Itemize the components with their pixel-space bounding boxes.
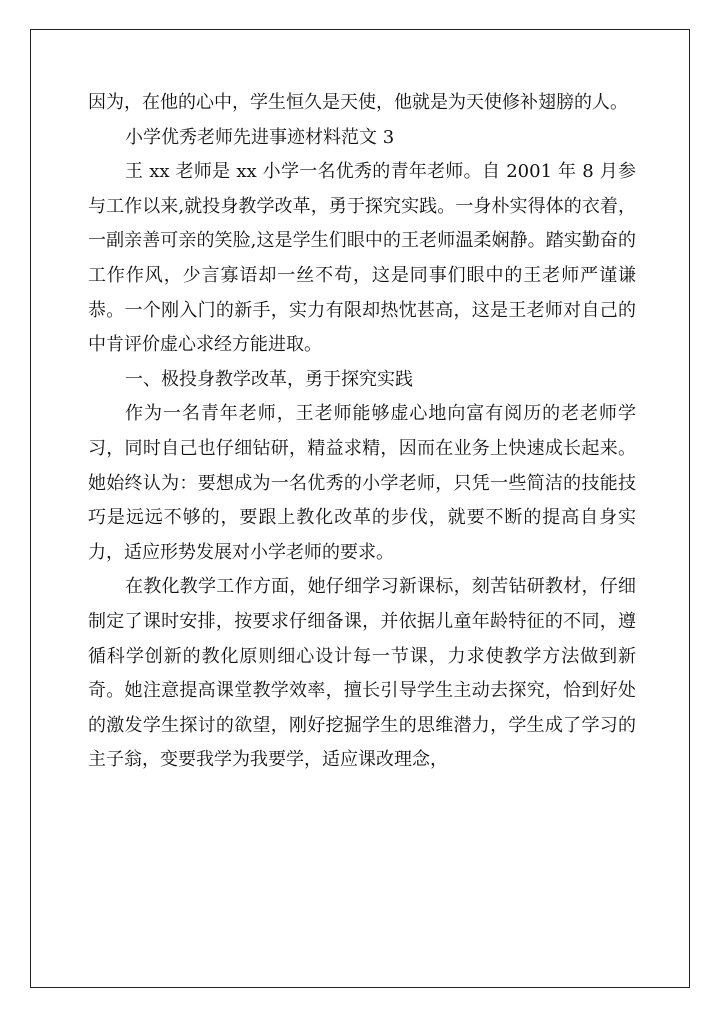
paragraph-growth: 作为一名青年老师，王老师能够虚心地向富有阅历的老老师学习，同时自己也仔细钻研，精益求精，因而在业务上快速成长起来。她始终认为：要想成为一名优秀的小学老师，只凭一些简洁的技能技巧是远远不够的，要跟上教化改革的步伐，就要不断的提高自身实力，适应形势发展对小学老师的要求。	[88, 403, 636, 563]
paragraph-teaching: 在教化教学工作方面，她仔细学习新课标，刻苦钻研教材，仔细制定了课时安排，按要求仔细备课，并依据儿童年龄特征的不同，遵循科学创新的教化原则细心设计每一节课，力求使教学方法做到新奇。她注意提高课堂教学效率，擅长引导学生主动去探究，恰到好处的激发学生探讨的欲望，刚好挖掘学生的思维潜力，学生成了学习的主子翁，变要我学为我要学，适应课改理念，	[88, 576, 636, 771]
document-body	[88, 86, 636, 778]
section-heading-1: 一、极投身教学改革，勇于探究实践	[125, 368, 413, 390]
section-title: 小学优秀老师先进事迹材料范文 3	[125, 126, 395, 148]
paragraph-continuation: 因为，在他的心中，学生恒久是天使，他就是为天使修补翅膀的人。	[88, 92, 628, 113]
paragraph-intro: 王 xx 老师是 xx 小学一名优秀的青年老师。自 2001 年 8 月参与工作以来,就投身教学改革，勇于探究实践。一身朴实得体的衣着，一副亲善可亲的笑脸,这是学生们眼中的王老师温柔娴静。踏实勤奋的工作作风，少言寡语却一丝不苟，这是同事们眼中的王老师严谨谦恭。一个刚入门的新手，实力有限却热忱甚高，这是王老师对自己的中肯评价虚心求经方能进取。	[88, 161, 636, 356]
